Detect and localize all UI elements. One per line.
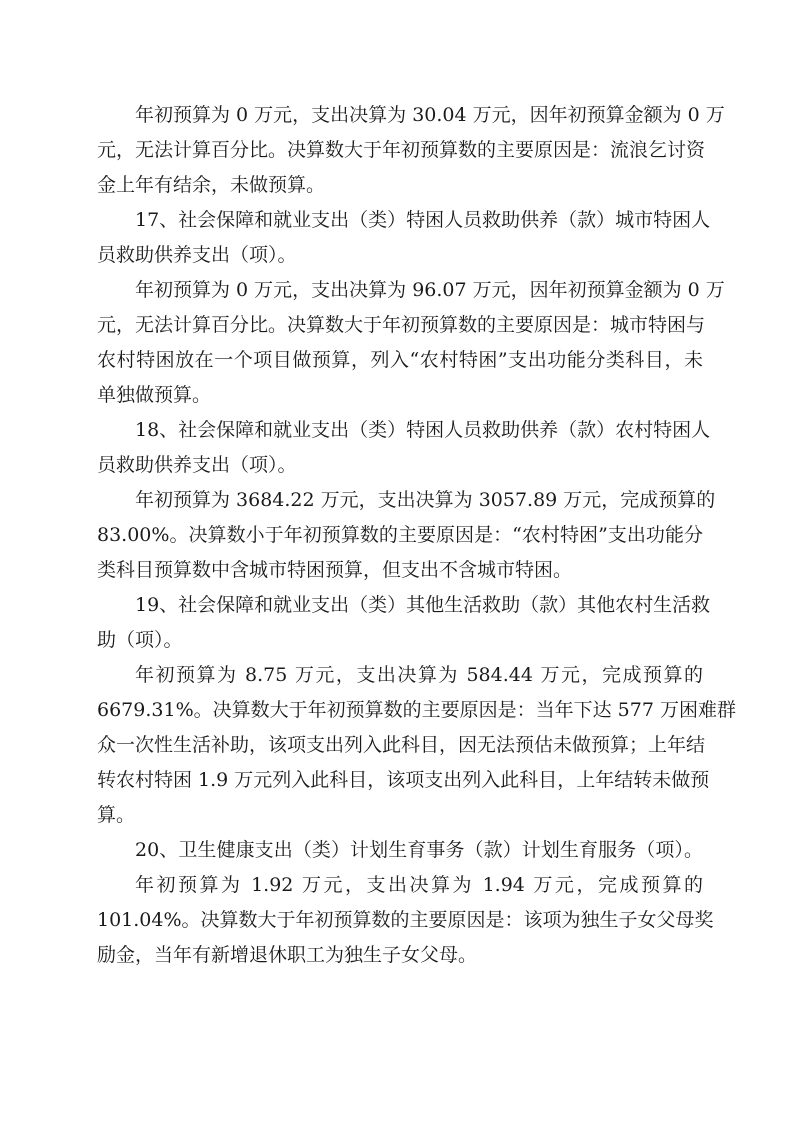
text-line: 83.00%。决算数小于年初预算数的主要原因是：“农村特困”支出功能分: [97, 524, 703, 546]
text-line: 员救助供养支出（项）。: [97, 244, 297, 266]
text-line: 元，无法计算百分比。决算数大于年初预算数的主要原因是：城市特困与: [97, 314, 706, 336]
text-line: 转农村特困 1.9 万元列入此科目，该项支出列入此科目，上年结转未做预: [97, 769, 710, 791]
text-line: 年初预算为 0 万元，支出决算为 30.04 万元，因年初预算金额为 0 万: [135, 104, 725, 126]
text-line: 19、社会保障和就业支出（类）其他生活救助（款）其他农村生活救: [135, 594, 711, 616]
text-line: 年初预算为 0 万元，支出决算为 96.07 万元，因年初预算金额为 0 万: [135, 279, 725, 301]
text-line: 101.04%。决算数大于年初预算数的主要原因是：该项为独生子女父母奖: [97, 909, 714, 931]
text-line: 17、社会保障和就业支出（类）特困人员救助供养（款）城市特困人: [135, 209, 711, 231]
paragraph: [97, 203, 711, 273]
text-line: 单独做预算。: [97, 384, 212, 406]
text-line: 助（项）。: [97, 629, 183, 651]
text-line: 18、社会保障和就业支出（类）特困人员救助供养（款）农村特困人: [135, 419, 711, 441]
paragraph: [97, 98, 725, 203]
text-line: 年初预算为 3684.22 万元，支出决算为 3057.89 万元，完成预算的: [135, 489, 716, 511]
document-page: [97, 98, 736, 973]
text-line: 众一次性生活补助，该项支出列入此科目，因无法预估未做预算；上年结: [97, 734, 706, 756]
paragraph: [97, 868, 714, 973]
text-line: 年初预算为 1.92 万元，支出决算为 1.94 万元，完成预算的: [135, 874, 703, 896]
text-line: 金上年有结余，未做预算。: [97, 174, 326, 196]
paragraph: [97, 483, 716, 588]
text-line: 励金，当年有新增退休职工为独生子女父母。: [97, 944, 478, 966]
paragraph: [97, 588, 711, 658]
text-line: 类科目预算数中含城市特困预算，但支出不含城市特困。: [97, 559, 573, 581]
text-line: 元，无法计算百分比。决算数大于年初预算数的主要原因是：流浪乞讨资: [97, 139, 706, 161]
paragraph: [97, 413, 711, 483]
text-line: 20、卫生健康支出（类）计划生育事务（款）计划生育服务（项）。: [135, 839, 703, 861]
text-line: 年初预算为 8.75 万元，支出决算为 584.44 万元，完成预算的: [135, 664, 703, 686]
text-line: 6679.31%。决算数大于年初预算数的主要原因是：当年下达 577 万困难群: [97, 699, 736, 721]
text-line: 农村特困放在一个项目做预算，列入“农村特困”支出功能分类科目，未: [97, 349, 703, 371]
paragraph: [97, 273, 725, 413]
text-line: 员救助供养支出（项）。: [97, 454, 297, 476]
paragraph: [97, 658, 736, 833]
text-line: 算。: [97, 804, 136, 826]
paragraph: [97, 833, 703, 868]
